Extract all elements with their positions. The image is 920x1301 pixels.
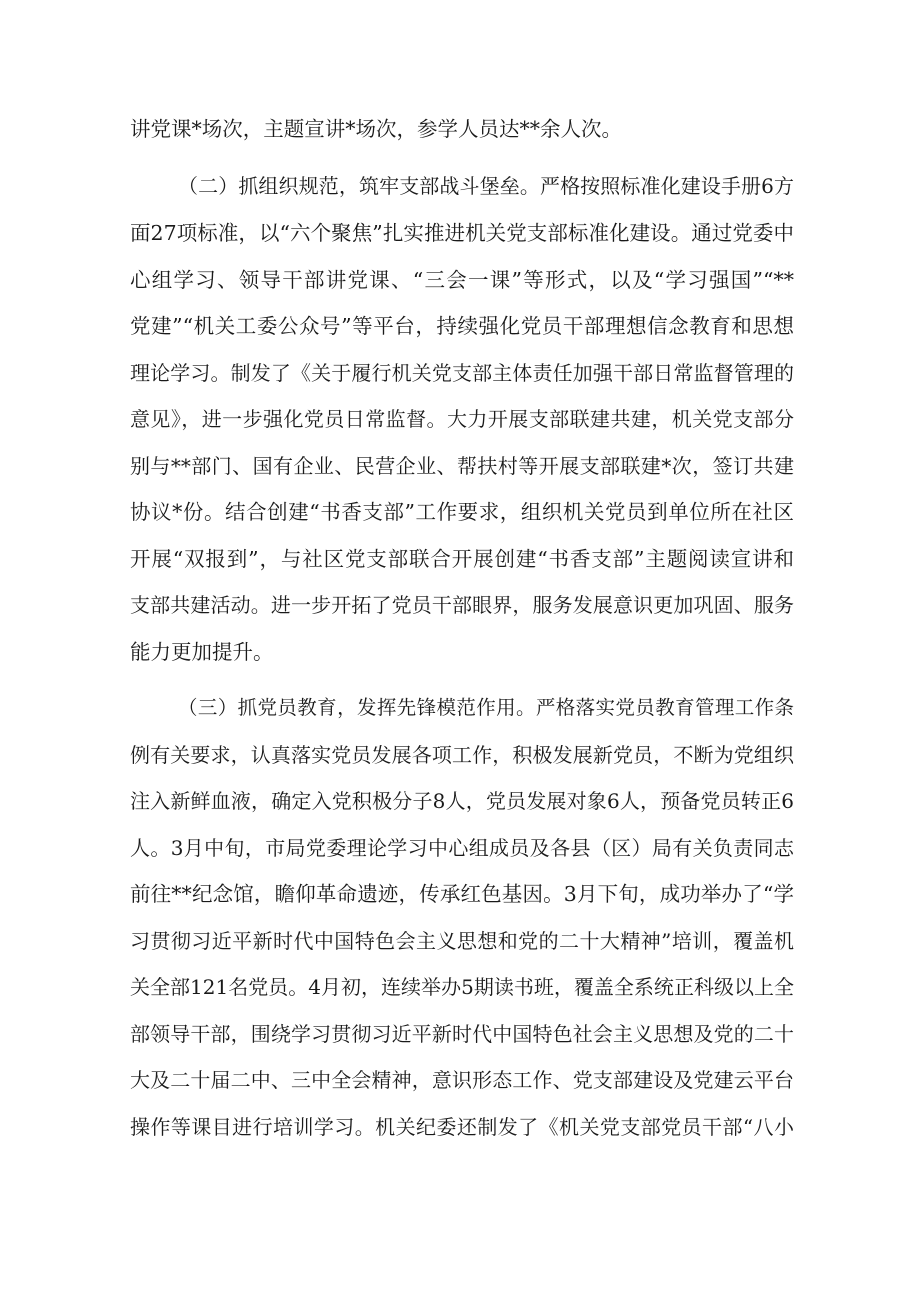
paragraph-2-line-3: 心组学习、领导干部讲党课、“三会一课”等形式，以及“学习强国”“** bbox=[130, 268, 794, 292]
paragraph-2-line-4: 党建”“机关工委公众号”等平台，持续强化党员干部理想信念教育和思想 bbox=[130, 314, 794, 338]
paragraph-3-line-4: 人。3月中旬，市局党委理论学习中心组成员及各县（区）局有关负责同志 bbox=[130, 836, 794, 860]
paragraph-3-line-6: 习贯彻习近平新时代中国特色会主义思想和党的二十大精神”培训，覆盖机 bbox=[130, 929, 794, 953]
paragraph-2-line-10: 支部共建活动。进一步开拓了党员干部眼界，服务发展意识更加巩固、服务 bbox=[130, 593, 794, 617]
paragraph-3-line-5: 前往**纪念馆，瞻仰革命遗迹，传承红色基因。3月下旬，成功举办了“学 bbox=[130, 882, 794, 906]
paragraph-3-line-3: 注入新鲜血液，确定入党积极分子8人，党员发展对象6人，预备党员转正6 bbox=[130, 789, 794, 813]
paragraph-2-line-11: 能力更加提升。 bbox=[130, 640, 274, 664]
paragraph-3-line-8: 部领导干部，围绕学习贯彻习近平新时代中国特色社会主义思想及党的二十 bbox=[130, 1022, 794, 1046]
paragraph-1-line-1: 讲党课*场次，主题宣讲*场次，参学人员达**余人次。 bbox=[130, 117, 622, 141]
paragraph-2-line-8: 协议*份。结合创建“书香支部”工作要求，组织机关党员到单位所在社区 bbox=[130, 500, 794, 524]
paragraph-3-line-1: （三）抓党员教育，发挥先锋模范作用。严格落实党员教育管理工作条 bbox=[178, 696, 794, 719]
paragraph-3-line-2: 例有关要求，认真落实党员发展各项工作，积极发展新党员，不断为党组织 bbox=[130, 743, 794, 767]
paragraph-2-line-7: 别与**部门、国有企业、民营企业、帮扶村等开展支部联建*次，签订共建 bbox=[130, 454, 794, 478]
paragraph-2-line-6: 意见》，进一步强化党员日常监督。大力开展支部联建共建，机关党支部分 bbox=[130, 407, 794, 431]
paragraph-2-line-1: （二）抓组织规范，筑牢支部战斗堡垒。严格按照标准化建设手册6方 bbox=[178, 174, 794, 198]
paragraph-2-line-5: 理论学习。制发了《关于履行机关党支部主体责任加强干部日常监督管理的 bbox=[130, 361, 794, 385]
paragraph-3-line-9: 大及二十届二中、三中全会精神，意识形态工作、党支部建设及党建云平台 bbox=[130, 1068, 794, 1092]
paragraph-2-line-2: 面27项标准，以“六个聚焦”扎实推进机关党支部标准化建设。通过党委中 bbox=[130, 221, 794, 245]
paragraph-3-line-7: 关全部121名党员。4月初，连续举办5期读书班，覆盖全系统正科级以上全 bbox=[130, 975, 794, 999]
paragraph-3-line-10: 操作等课目进行培训学习。机关纪委还制发了《机关党支部党员干部“八小 bbox=[130, 1115, 794, 1139]
paragraph-2-line-9: 开展“双报到”，与社区党支部联合开展创建“书香支部”主题阅读宣讲和 bbox=[130, 547, 794, 571]
